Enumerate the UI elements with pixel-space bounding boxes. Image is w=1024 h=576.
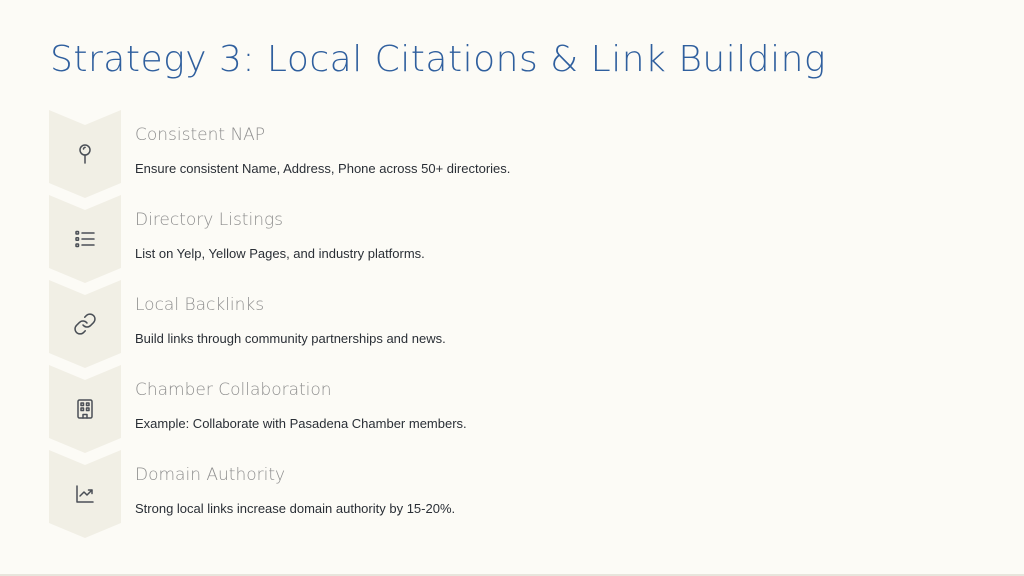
list-icon — [73, 227, 97, 251]
list-item-consistent-nap — [49, 110, 949, 195]
item-title: Domain Authority — [135, 465, 286, 485]
link-icon — [73, 312, 97, 336]
item-title: Local Backlinks — [135, 295, 265, 315]
map-pin-icon — [73, 142, 97, 166]
item-description: Example: Collaborate with Pasadena Chamber members. — [135, 416, 467, 431]
list-item-local-backlinks — [49, 280, 949, 365]
building-icon — [73, 397, 97, 421]
item-description: Build links through community partnerships and news. — [135, 331, 446, 346]
list-item-directory-listings — [49, 195, 949, 280]
item-title: Consistent NAP — [135, 125, 266, 145]
strategy-list — [49, 110, 949, 540]
item-title: Directory Listings — [135, 210, 284, 230]
list-item-domain-authority — [49, 450, 949, 535]
item-description: Ensure consistent Name, Address, Phone across 50+ directories. — [135, 161, 511, 176]
list-item-chamber-collaboration — [49, 365, 949, 450]
item-title: Chamber Collaboration — [135, 380, 332, 400]
trending-up-icon — [73, 482, 97, 506]
item-description: List on Yelp, Yellow Pages, and industry platforms. — [135, 246, 425, 261]
slide-title: Strategy 3: Local Citations & Link Building — [50, 39, 826, 80]
item-description: Strong local links increase domain authority by 15-20%. — [135, 501, 456, 516]
